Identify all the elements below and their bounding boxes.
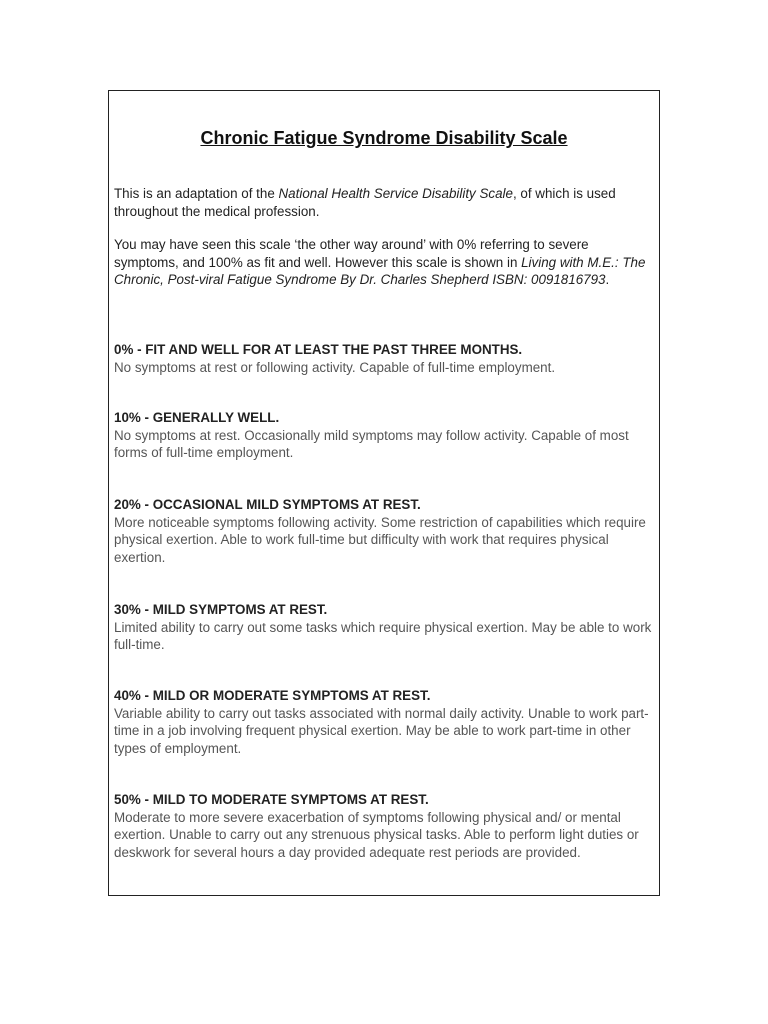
scale-level-heading: 10% - GENERALLY WELL. <box>114 410 280 425</box>
scale-level-heading: 50% - MILD TO MODERATE SYMPTOMS AT REST. <box>114 792 429 807</box>
scale-level-description: More noticeable symptoms following activity. Some restriction of capabilities which require physical exertion. Able to work full-time but difficulty with work that requires physical exertion. <box>114 514 646 565</box>
scale-level-description: Variable ability to carry out tasks associated with normal daily activity. Unable to work part-time in a job involving frequent physical exertion. May be able to work part-time in other types of employment. <box>114 705 649 756</box>
scale-level-heading: 20% - OCCASIONAL MILD SYMPTOMS AT REST. <box>114 497 421 512</box>
intro-2-text-start: You may have seen this scale ‘the other way around’ with 0% referring to severe symptoms, and 100% as fit and well. However this scale is shown in <box>114 237 589 270</box>
scale-level-heading: 30% - MILD SYMPTOMS AT REST. <box>114 602 328 617</box>
scale-level-40 <box>114 687 654 757</box>
document-title: Chronic Fatigue Syndrome Disability Scale <box>200 128 568 148</box>
scale-level-50 <box>114 791 654 861</box>
scale-level-0 <box>114 341 654 376</box>
scale-level-20 <box>114 496 654 566</box>
scale-level-description: No symptoms at rest. Occasionally mild symptoms may follow activity. Capable of most forms of full-time employment. <box>114 427 629 460</box>
intro-paragraph-1 <box>114 185 654 220</box>
intro-2-italic-book-reference: Living with M.E.: The Chronic, Post-viral Fatigue Syndrome By Dr. Charles Shepherd ISBN: 0091816793 <box>114 254 646 287</box>
intro-1-italic-source: National Health Service Disability Scale <box>278 186 513 201</box>
scale-level-heading: 40% - MILD OR MODERATE SYMPTOMS AT REST. <box>114 688 431 703</box>
scale-level-description: Limited ability to carry out some tasks which require physical exertion. May be able to work full-time. <box>114 619 652 652</box>
intro-2-text-end: . <box>605 272 610 287</box>
intro-paragraph-2 <box>114 236 654 289</box>
scale-level-10 <box>114 409 654 462</box>
scale-level-description: Moderate to more severe exacerbation of symptoms following physical and/ or mental exertion. Unable to carry out any strenuous physical tasks. Able to perform light duties or deskwork for several hours a day provided adequate rest periods are provided. <box>114 809 639 860</box>
scale-level-description: No symptoms at rest or following activity. Capable of full-time employment. <box>114 359 556 375</box>
intro-1-text-start: This is an adaptation of the <box>114 186 279 201</box>
intro-1-text-end: , of which is used throughout the medical profession. <box>114 186 616 219</box>
scale-level-heading: 0% - FIT AND WELL FOR AT LEAST THE PAST THREE MONTHS. <box>114 342 523 357</box>
scale-level-30 <box>114 601 654 654</box>
